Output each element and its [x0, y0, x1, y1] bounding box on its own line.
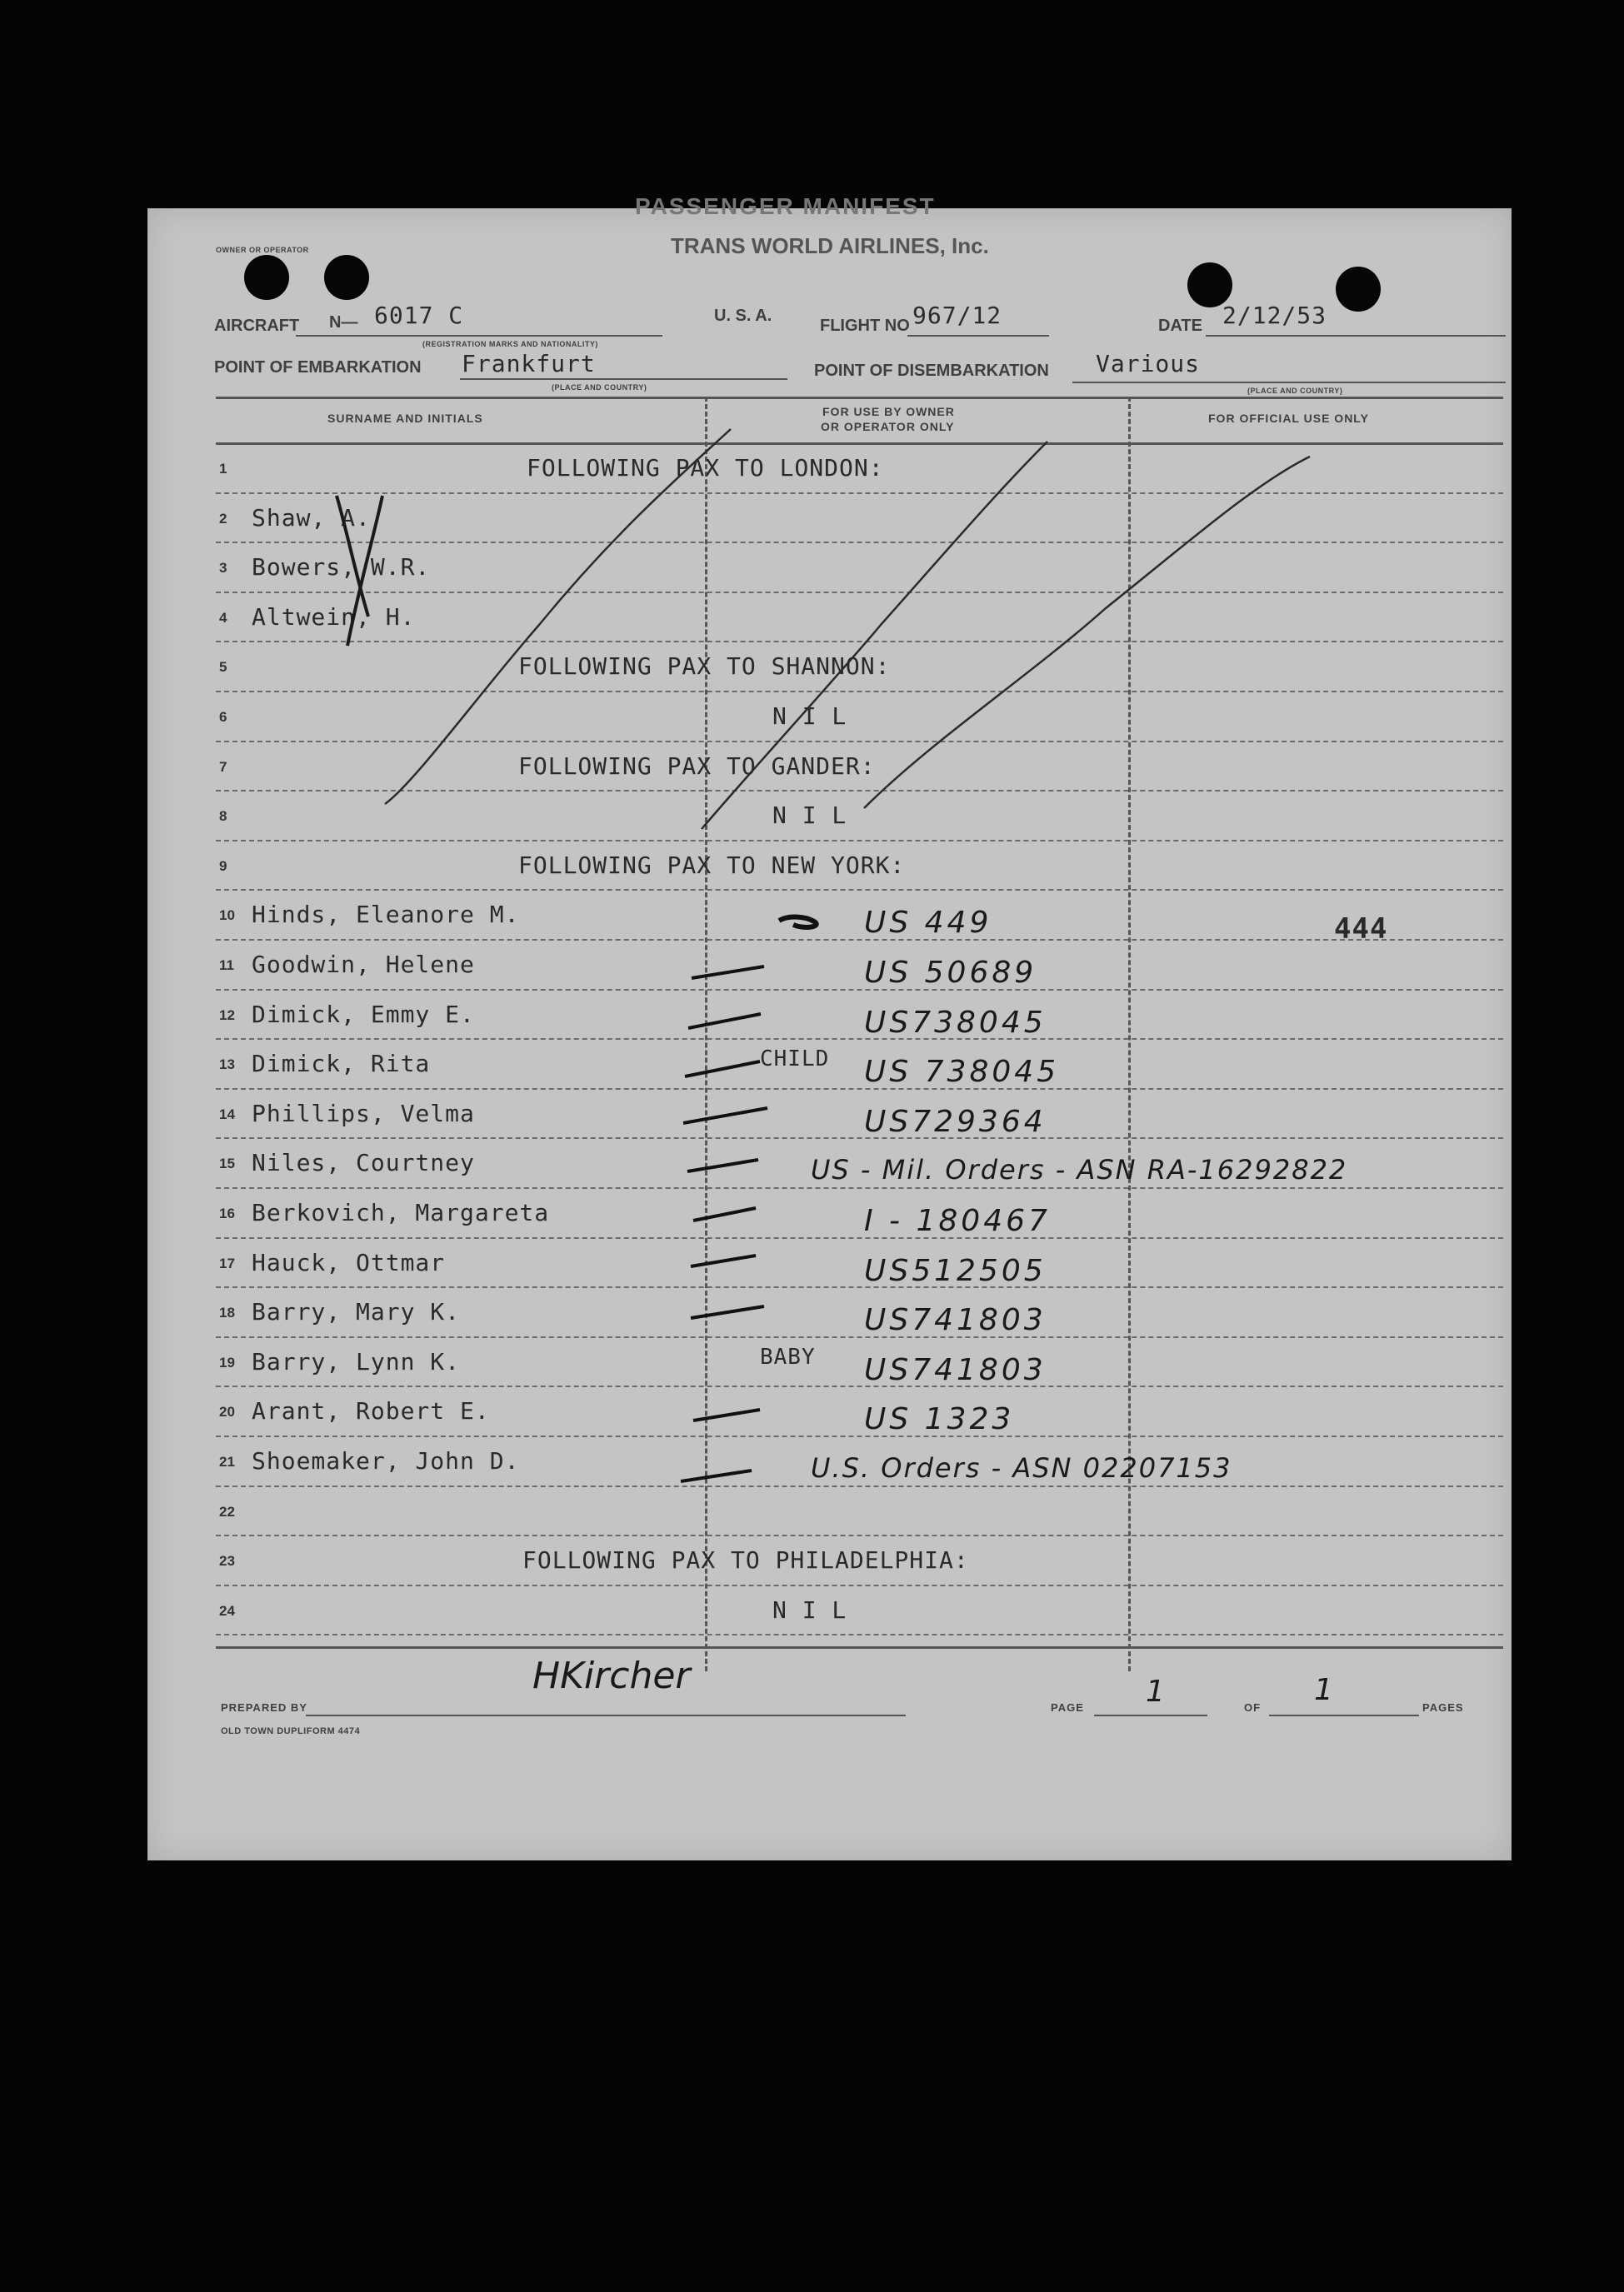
document-number: US - Mil. Orders - ASN RA-16292822: [811, 1154, 1348, 1186]
passenger-name: Altwein, H.: [252, 602, 416, 631]
row-number: 17: [219, 1255, 235, 1271]
row-number: 7: [219, 758, 227, 775]
row-number: 8: [219, 808, 227, 825]
row-number: 15: [219, 1156, 235, 1172]
date-value: 2/12/53: [1222, 302, 1327, 329]
passenger-name: Barry, Mary K.: [252, 1298, 461, 1326]
row-number: 1: [219, 461, 227, 477]
document-number: US741803: [864, 1303, 1047, 1338]
document-number: US512505: [864, 1253, 1047, 1288]
registration-caption: (REGISTRATION MARKS AND NATIONALITY): [422, 340, 598, 348]
row-number: 12: [219, 1006, 235, 1023]
date-label: DATE: [1158, 317, 1202, 335]
nil-entry: N I L: [772, 1595, 847, 1624]
document-number: I - 180467: [864, 1204, 1051, 1238]
row-number: 6: [219, 709, 227, 725]
handwritten-marks: [147, 208, 1512, 1860]
destination-heading: FOLLOWING PAX TO LONDON:: [527, 454, 884, 482]
passenger-name: Niles, Courtney: [252, 1149, 475, 1177]
row-number: 13: [219, 1056, 235, 1073]
row-number: 23: [219, 1553, 235, 1570]
disembarkation-label: POINT OF DISEMBARKATION: [814, 362, 1049, 380]
passenger-name: Dimick, Rita: [252, 1050, 431, 1078]
row-number: 21: [219, 1454, 235, 1470]
disembarkation-caption: (PLACE AND COUNTRY): [1247, 387, 1343, 395]
disembarkation-value: Various: [1096, 350, 1201, 377]
row-number: 19: [219, 1354, 235, 1371]
prepared-by-signature: HKircher: [532, 1655, 691, 1697]
manifest-title: PASSENGER MANIFEST: [635, 193, 936, 219]
page-value: 1: [1146, 1675, 1168, 1709]
passenger-name: Arant, Robert E.: [252, 1397, 490, 1426]
nationality: U. S. A.: [714, 307, 772, 325]
destination-heading: FOLLOWING PAX TO PHILADELPHIA:: [522, 1546, 969, 1575]
aircraft-prefix: N—: [329, 313, 358, 332]
row-number: 2: [219, 510, 227, 527]
column-header-owner-use-2: OR OPERATOR ONLY: [821, 420, 955, 433]
tick-marks: [681, 966, 767, 1481]
passenger-note: CHILD: [760, 1046, 830, 1072]
embarkation-label: POINT OF EMBARKATION: [214, 358, 422, 377]
document-number: US738045: [864, 1005, 1047, 1040]
row-number: 24: [219, 1602, 235, 1619]
row-number: 22: [219, 1503, 235, 1520]
passenger-name: Berkovich, Margareta: [252, 1199, 550, 1226]
row-number: 16: [219, 1206, 235, 1221]
of-label: OF: [1244, 1701, 1262, 1714]
passenger-name: Shaw, A.: [252, 503, 371, 532]
document-number: US 1323: [864, 1402, 1015, 1437]
aircraft-value: 6017 C: [374, 302, 464, 329]
column-header-surname: SURNAME AND INITIALS: [327, 412, 483, 425]
embarkation-caption: (PLACE AND COUNTRY): [552, 383, 647, 392]
nil-entry: N I L: [772, 702, 847, 730]
prepared-by-label: PREPARED BY: [221, 1701, 307, 1714]
scribble-mark: [779, 917, 817, 927]
destination-heading: FOLLOWING PAX TO NEW YORK:: [518, 851, 906, 879]
airline-name: TRANS WORLD AIRLINES, Inc.: [671, 233, 989, 258]
form-id: OLD TOWN DUPLIFORM 4474: [221, 1726, 361, 1736]
cross-out-mark: [337, 496, 382, 646]
official-use-entry: 444: [1334, 912, 1388, 946]
diagonal-slash: [385, 429, 1310, 829]
aircraft-label: AIRCRAFT: [214, 317, 300, 335]
row-number: 9: [219, 857, 227, 874]
row-number: 11: [219, 957, 234, 973]
passenger-name: Shoemaker, John D.: [252, 1447, 520, 1475]
passenger-name: Phillips, Velma: [252, 1099, 475, 1127]
embarkation-value: Frankfurt: [462, 350, 596, 377]
owner-label: OWNER OR OPERATOR: [216, 246, 309, 254]
column-header-owner-use-1: FOR USE BY OWNER: [822, 405, 955, 418]
passenger-name: Bowers, W.R.: [252, 553, 431, 582]
destination-heading: FOLLOWING PAX TO SHANNON:: [518, 652, 891, 681]
row-number: 14: [219, 1106, 235, 1122]
document-number: U.S. Orders - ASN 02207153: [811, 1452, 1232, 1484]
row-number: 10: [219, 907, 235, 924]
document-number: US729364: [864, 1104, 1047, 1139]
document-number: US 738045: [864, 1055, 1060, 1090]
column-header-official: FOR OFFICIAL USE ONLY: [1208, 412, 1369, 425]
manifest-sheet: [147, 193, 1512, 1860]
destination-heading: FOLLOWING PAX TO GANDER:: [518, 752, 876, 780]
page-label: PAGE: [1051, 1701, 1084, 1714]
nil-entry: N I L: [772, 801, 847, 830]
document-number: US 449: [864, 906, 992, 941]
passenger-name: Hinds, Eleanore M.: [252, 901, 520, 929]
row-number: 4: [219, 609, 227, 626]
document-number: US741803: [864, 1352, 1047, 1387]
passenger-name: Barry, Lynn K.: [252, 1347, 461, 1376]
flight-value: 967/12: [912, 302, 1002, 329]
passenger-name: Goodwin, Helene: [252, 951, 475, 978]
row-number: 5: [219, 659, 227, 676]
flight-label: FLIGHT NO: [820, 317, 910, 335]
pages-label: PAGES: [1422, 1701, 1464, 1714]
row-number: 3: [219, 560, 227, 577]
passenger-name: Dimick, Emmy E.: [252, 1000, 475, 1028]
passenger-name: Hauck, Ottmar: [252, 1248, 446, 1276]
passenger-note: BABY: [760, 1344, 816, 1370]
row-number: 20: [219, 1404, 235, 1421]
row-number: 18: [219, 1305, 235, 1321]
of-value: 1: [1314, 1673, 1337, 1707]
document-number: US 50689: [864, 956, 1037, 990]
